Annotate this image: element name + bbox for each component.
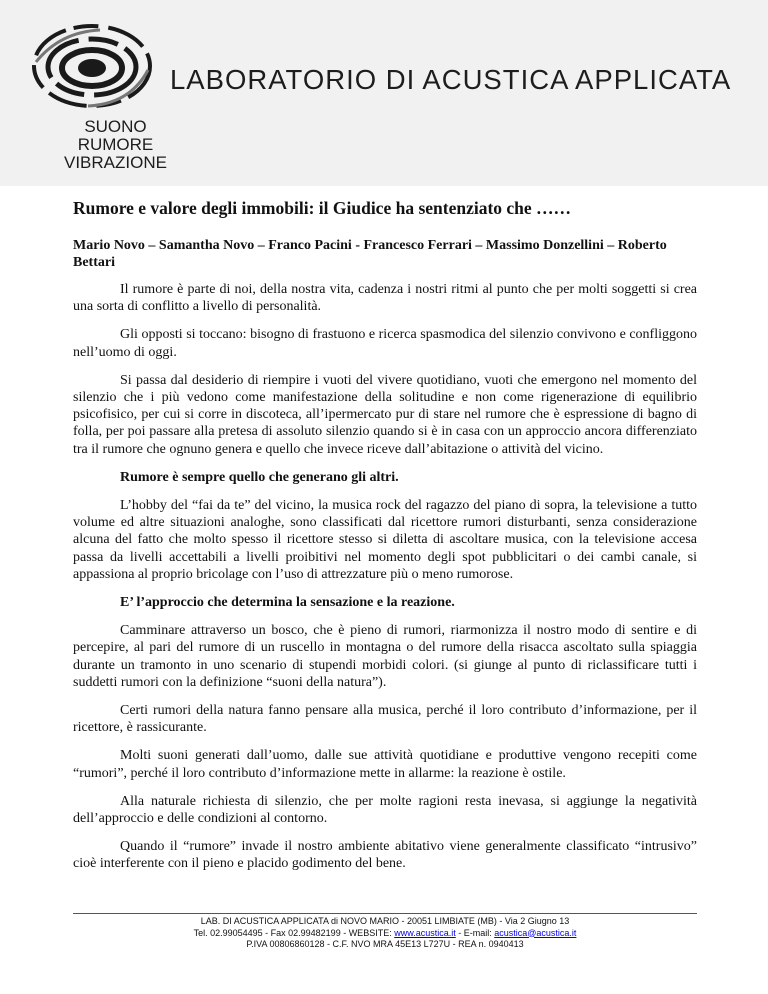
tagline-line: VIBRAZIONE	[64, 153, 167, 172]
tagline-line: SUONO	[84, 117, 147, 136]
email-link[interactable]: acustica@acustica.it	[494, 927, 577, 938]
footer	[73, 916, 697, 951]
website-link[interactable]: www.acustica.it	[394, 927, 456, 938]
article-authors: Mario Novo – Samantha Novo – Franco Pacini - Francesco Ferrari – Massimo Donzellini – Roberto Bettari	[73, 238, 667, 270]
paragraph: Camminare attraverso un bosco, che è pieno di rumori, riarmonizza il nostro modo di sentire e di percepire, al pari del rumore di un ruscello in montagna o del rumore della risacca ascoltato sulla spiaggia durante un tramonto in uno scenario di stupendi morbidi colori. (si giunge al punto di riclassificare tutti i suddetti rumori con la definizione “suoni della natura”).	[73, 623, 697, 690]
lab-name: LABORATORIO DI ACUSTICA APPLICATA	[170, 64, 732, 95]
paragraph: Quando il “rumore” invade il nostro ambiente abitativo viene generalmente classificato “intrusivo” cioè interferente con il pieno e placido godimento del bene.	[73, 839, 697, 872]
paragraph: Alla naturale richiesta di silenzio, che per molte ragioni resta inevasa, si aggiunge la negatività dell’approccio e delle condizioni al contorno.	[73, 793, 697, 827]
paragraph: Gli opposti si toccano: bisogno di frastuono e ricerca spasmodica del silenzio convivono e confliggono nell’uomo di oggi.	[73, 327, 697, 360]
footer-phone-fax: Tel. 02.99054495 - Fax 02.99482199 - WEBSITE:	[193, 927, 395, 938]
paragraph: Si passa dal desiderio di riempire i vuoti del vivere quotidiano, vuoti che emergono nel momento del silenzio che i più vedono come manifestazione della solitudine e non come rigenerazione di equilibrio psicofisico, per cui si corre in discoteca, all’ipermercato pur di stare nel rumore che è espressione di bagno di folla, per poi passare alla pretesa di assoluto silenzio quando si è in casa con un approccio ancora differenziato tra il rumore che ognuno genera e quello che invece riceve dall’abitazione o attività del vicino.	[73, 372, 697, 457]
tagline-line: RUMORE	[77, 135, 154, 154]
paragraph: Certi rumori della natura fanno pensare alla musica, perché il loro contributo d’informazione, per il ricettore, è rassicurante.	[73, 703, 697, 736]
bold-statement: E’ l’approccio che determina la sensazione e la reazione.	[120, 595, 455, 611]
footer-tax-info: P.IVA 00806860128 - C.F. NVO MRA 45E13 L727U - REA n. 0940413	[246, 939, 524, 949]
article-body	[73, 198, 697, 884]
lab-tagline	[64, 118, 167, 172]
bold-statement: Rumore è sempre quello che generano gli altri.	[120, 469, 399, 485]
footer-contacts	[73, 928, 697, 940]
footer-email-label: - E-mail:	[455, 927, 495, 938]
article-title: Rumore e valore degli immobili: il Giudice ha sentenziato che ……	[73, 198, 572, 218]
concentric-rings-logo-icon	[30, 22, 160, 112]
paragraph: L’hobby del “fai da te” del vicino, la musica rock del ragazzo del piano di sopra, la televisione a tutto volume ed altre situazioni analoghe, sono classificati dal ricettore rumori disturbanti, senza considerazione alcuna del fatto che molto spesso il ricettore stesso si diletta di ascoltare musica, con la televisione accesa passa da livelli accettabili a livelli proibitivi nel momento degli spot pubblicitari o dei cambi canale, si appassiona al proprio bricolage con l’uso di attrezzature più o meno rumorose.	[73, 498, 697, 582]
paragraph: Molti suoni generati dall’uomo, dalle sue attività quotidiane e produttive vengono recepiti come “rumori”, perché il loro contributo d’informazione mette in allarme: la reazione è ostile.	[73, 748, 697, 781]
footer-divider	[73, 913, 697, 914]
paragraph: Il rumore è parte di noi, della nostra vita, cadenza i nostri ritmi al punto che per molti soggetti si crea una sorta di conflitto a livello di personalità.	[73, 282, 697, 315]
footer-address: LAB. DI ACUSTICA APPLICATA di NOVO MARIO - 20051 LIMBIATE (MB) - Via 2 Giugno 13	[200, 916, 570, 926]
letterhead	[0, 0, 768, 186]
